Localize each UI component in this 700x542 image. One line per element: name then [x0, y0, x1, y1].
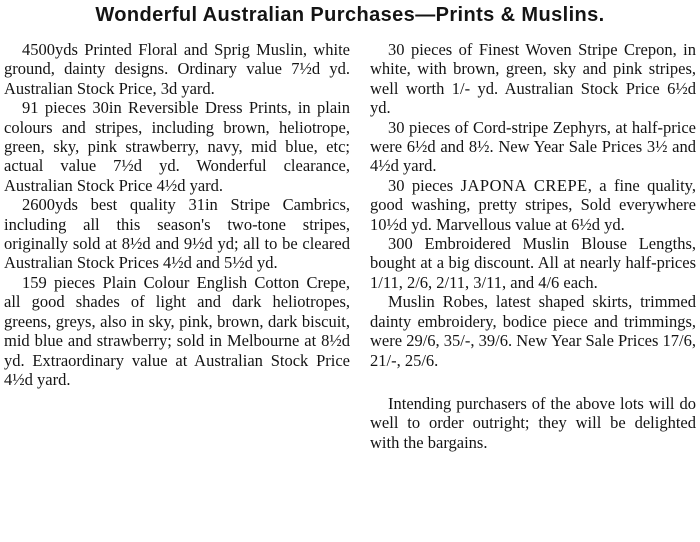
left-column	[4, 40, 350, 389]
item-printed-floral-muslin: 4500yds Printed Floral and Sprig Muslin, white ground, dainty designs. Ordinary value 7½d yd. Australian Stock Price, 3d yard.	[4, 40, 350, 98]
item-reversible-dress-prints: 91 pieces 30in Reversible Dress Prints, in plain colours and stripes, including brown, heliotrope, green, sky, pink strawberry, navy, mid blue, etc; actual value 7½d yd. Wonderful clearance, Australian Stock Price 4½d yard.	[4, 98, 350, 195]
item-japona-description: , a fine quality, good washing, pretty stripes, Sold everywhere 10½d yd. Marvellous value at 6½d yd.	[370, 175, 696, 234]
closing-note: Intending purchasers of the above lots will do well to order outright; they will be delighted with the bargains.	[370, 393, 696, 452]
right-column	[370, 40, 696, 452]
item-muslin-robes: Muslin Robes, latest shaped skirts, trimmed dainty embroidery, bodice piece and trimmings, were 29/6, 35/-, 39/6. New Year Sale Prices 17/6, 21/-, 25/6.	[370, 292, 696, 370]
headline: Wonderful Australian Purchases—Prints & Muslins.	[95, 4, 605, 26]
item-japona-crepe	[370, 176, 696, 234]
item-muslin-blouse-lengths: 300 Embroidered Muslin Blouse Lengths, bought at a big discount. All at nearly half-prices 1/11, 2/6, 2/11, 3/11, and 4/6 each.	[370, 234, 696, 292]
item-japona-name: JAPONA CREPE	[460, 175, 588, 195]
item-woven-stripe-crepon: 30 pieces of Finest Woven Stripe Crepon, in white, with brown, green, sky and pink stripes, well worth 1/- yd. Australian Stock Price 6½d yd.	[370, 40, 696, 118]
item-japona-prefix: 30 pieces	[388, 175, 454, 195]
item-cotton-crepe: 159 pieces Plain Colour English Cotton Crepe, all good shades of light and dark heliotropes, greens, greys, also in sky, pink, brown, dark biscuit, mid blue and strawberry; sold in Melbourne at 8½d yd. Extraordinary value at Australian Stock Price 4½d yard.	[4, 272, 350, 389]
item-cord-stripe-zephyrs: 30 pieces of Cord-stripe Zephyrs, at half-price were 6½d and 8½. New Year Sale Prices 3½ and 4½d yard.	[370, 117, 696, 176]
item-stripe-cambrics: 2600yds best quality 31in Stripe Cambrics, including all this season's two-tone stripes, originally sold at 8½d and 9½d yd; all to be cleared Australian Stock Prices 4½d and 5½d yd.	[4, 195, 350, 273]
